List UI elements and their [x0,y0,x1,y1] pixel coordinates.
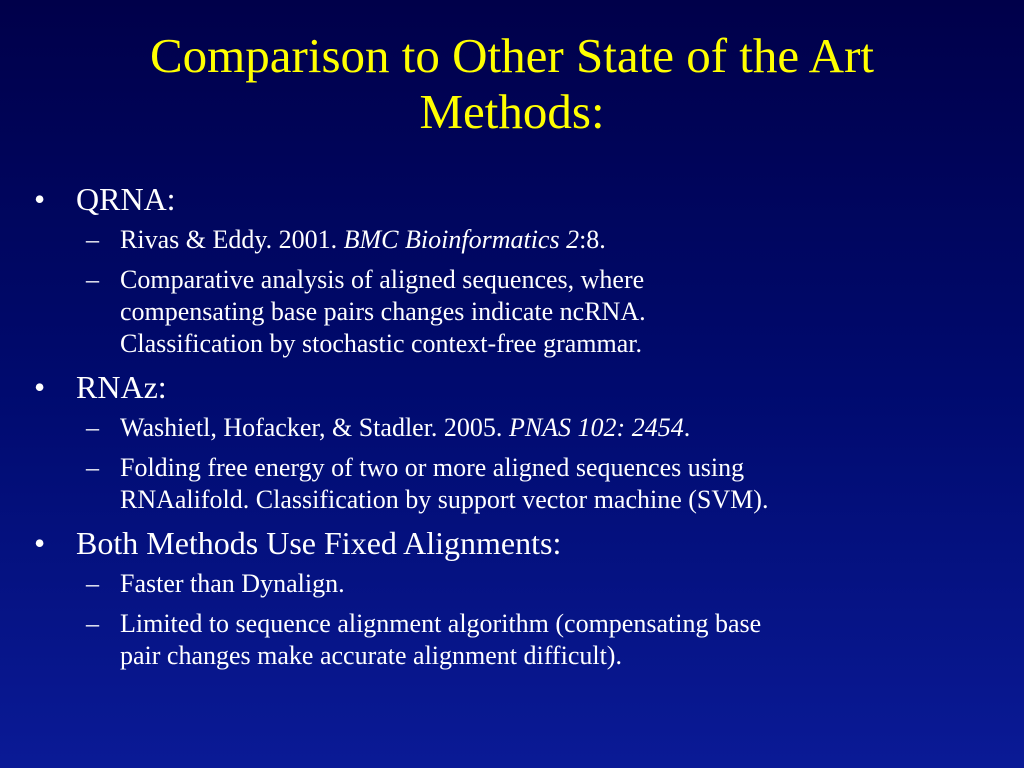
dash-mark: – [86,265,99,294]
slide-title [40,28,984,140]
slide-content [34,180,994,680]
description-line: Faster than Dynalign. [120,569,345,598]
description-line: RNAalifold. Classification by support vector machine (SVM). [120,485,769,514]
citation-authors: Rivas & Eddy. 2001. [120,225,344,254]
citation-suffix: . [683,413,691,442]
bullet-heading: RNAz: [76,369,167,405]
dash-mark: – [86,569,99,598]
description-line: Limited to sequence alignment algorithm (compensating base [120,609,762,638]
citation-journal: BMC Bioinformatics 2 [343,225,580,254]
sub-list-qrna [34,224,994,360]
sub-item-citation [34,224,994,256]
bullet-mark: • [34,181,46,217]
sub-item-citation [34,412,994,444]
sub-list-both-methods [34,568,994,672]
sub-list-rnaz [34,412,994,516]
bullet-mark: • [34,525,46,561]
dash-mark: – [86,225,99,254]
description-line: Classification by stochastic context-free grammar. [120,329,642,358]
citation-journal: PNAS 102: 2454 [508,413,684,442]
title-line-1: Comparison to Other State of the Art [150,28,874,83]
sub-item-description [34,264,994,360]
bullet-both-methods [34,524,994,562]
description-line: Folding free energy of two or more aligned sequences using [120,453,745,482]
dash-mark: – [86,609,99,638]
citation-suffix: :8. [579,225,606,254]
citation-authors: Washietl, Hofacker, & Stadler. 2005. [120,413,509,442]
description-line: Comparative analysis of aligned sequences, where [120,265,645,294]
sub-item-description [34,452,994,516]
sub-item-speed [34,568,994,600]
bullet-heading: QRNA: [76,181,176,217]
description-line: compensating base pairs changes indicate ncRNA. [120,297,646,326]
bullet-rnaz [34,368,994,406]
title-line-2: Methods: [419,84,605,139]
bullet-heading: Both Methods Use Fixed Alignments: [76,525,562,561]
bullet-mark: • [34,369,46,405]
dash-mark: – [86,453,99,482]
description-line: pair changes make accurate alignment difficult). [120,641,622,670]
bullet-qrna [34,180,994,218]
sub-item-limitation [34,608,994,672]
dash-mark: – [86,413,99,442]
